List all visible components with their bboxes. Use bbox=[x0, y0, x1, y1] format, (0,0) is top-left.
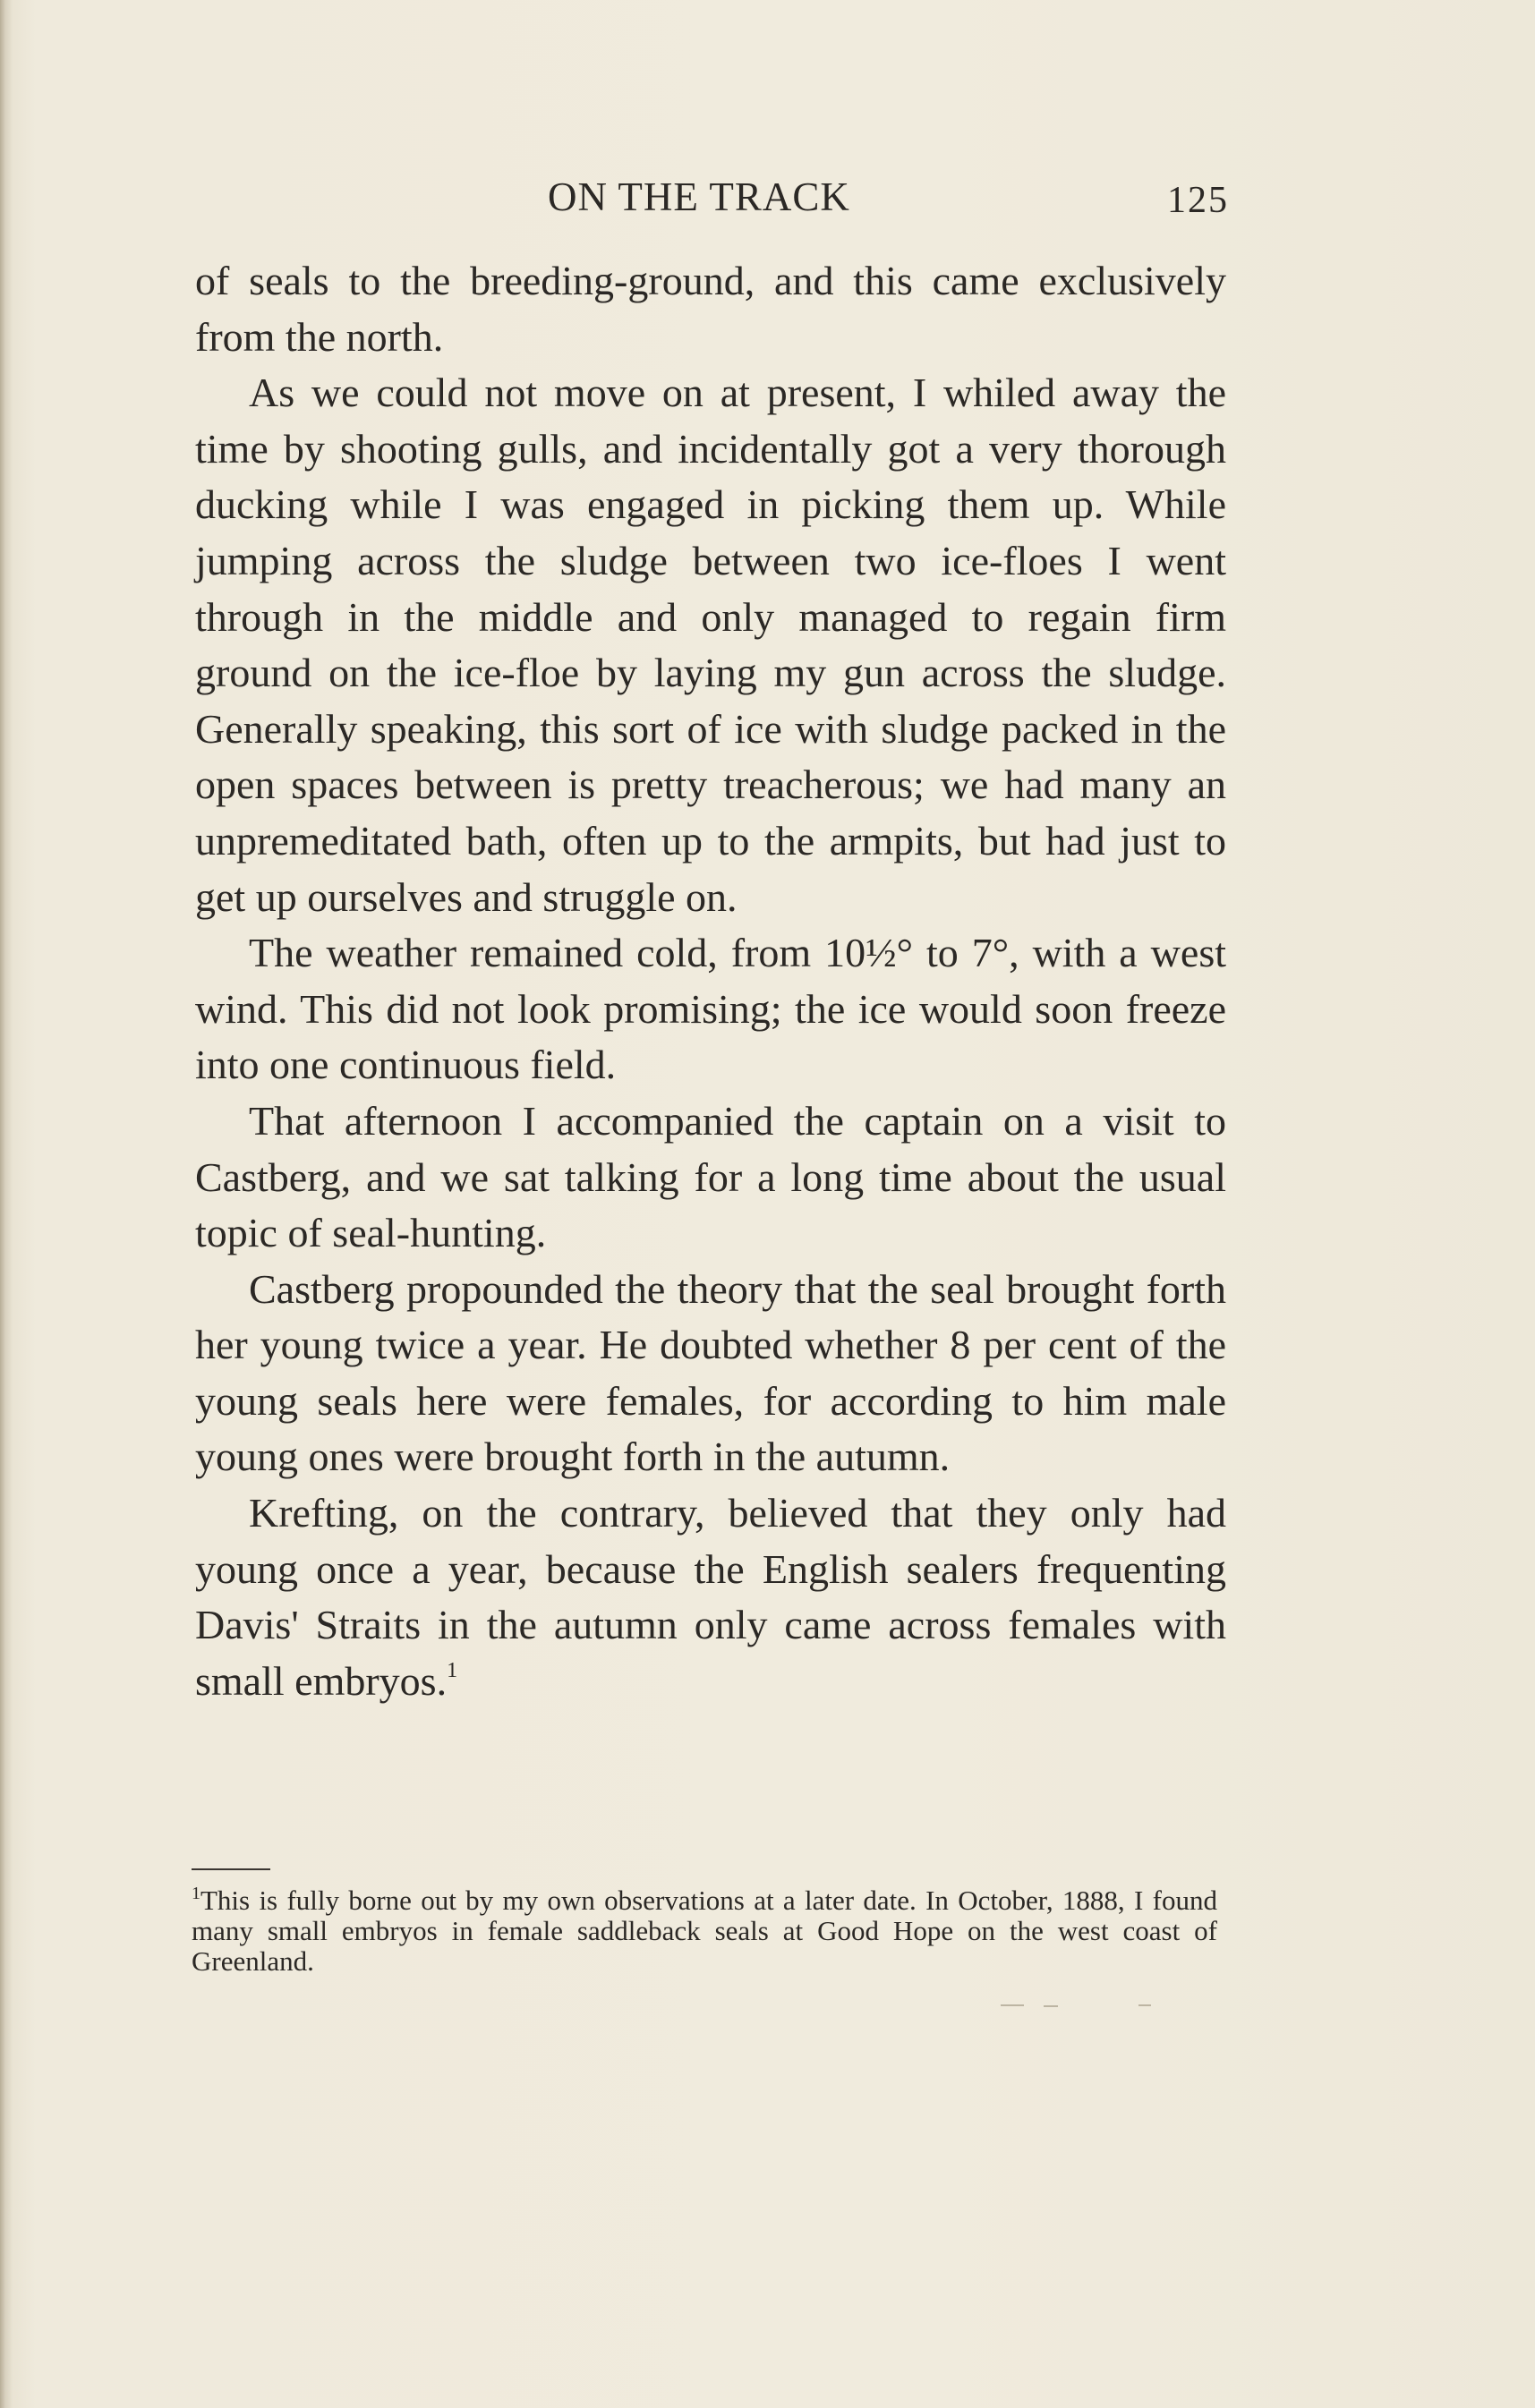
paragraph: As we could not move on at present, I whiled away the time by shooting gulls, and incidentally got a very thorough ducking while I was engaged in picking them up. While jumping across the sludge between two ice-floes I went through in the middle and only managed to regain firm ground on the ice-floe by laying my gun across the sludge. Generally speaking, this sort of ice with sludge packed in the open spaces between is pretty treacherous; we had many an unpremeditated bath, often up to the armpits, but had just to get up ourselves and struggle on. bbox=[195, 370, 1226, 920]
footnote bbox=[192, 1885, 1217, 1977]
paragraph: That afternoon I accompanied the captain on a visit to Castberg, and we sat talking for a long time about the usual topic of seal-hunting. bbox=[195, 1097, 1226, 1256]
running-head bbox=[0, 170, 1535, 224]
paragraph-with-footnote bbox=[195, 1485, 1226, 1709]
footnote-marker: 1 bbox=[192, 1884, 200, 1903]
paragraph: The weather remained cold, from 10½° to 7°, with a west wind. This did not look promising; the ice would soon freeze into one continuous field. bbox=[195, 930, 1226, 1088]
body-text bbox=[195, 253, 1226, 1709]
paragraph: of seals to the breeding-ground, and this came exclusively from the north. bbox=[195, 258, 1226, 360]
page-number: 125 bbox=[1167, 180, 1229, 221]
footnote-text: This is fully borne out by my own observations at a later date. In October, 1888, I found many small embryos in female saddleback seals at Good Hope on the west coast of Greenland. bbox=[192, 1885, 1217, 1977]
paper-speck bbox=[1001, 2004, 1024, 2006]
footnote-divider bbox=[192, 1868, 270, 1870]
running-title: ON THE TRACK bbox=[548, 174, 850, 219]
footnote-reference: 1 bbox=[447, 1658, 458, 1682]
paragraph: Castberg propounded the theory that the seal brought forth her young twice a year. He doubted whether 8 per cent of the young seals here were females, for according to him male young ones were brought forth in the autumn. bbox=[195, 1265, 1226, 1480]
paper-speck bbox=[1138, 2004, 1151, 2006]
paragraph-text: Krefting, on the contrary, believed that they only had young once a year, because the English sealers frequenting Davis' Straits in the autumn only came across females with small embryos. bbox=[195, 1490, 1226, 1704]
binding-edge bbox=[0, 0, 13, 2408]
paper-speck bbox=[1044, 2005, 1058, 2007]
